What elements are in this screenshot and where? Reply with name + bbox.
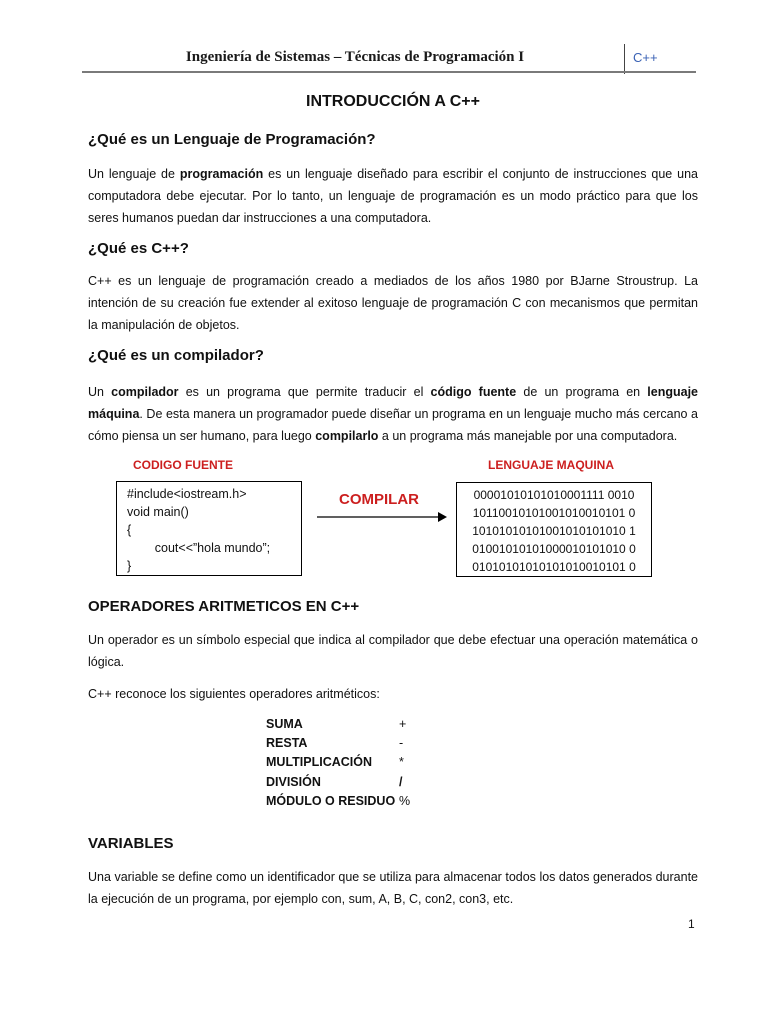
- compile-arrow-icon: [316, 510, 448, 524]
- operator-row: [266, 775, 426, 794]
- page-number: 1: [688, 917, 695, 931]
- page-title: INTRODUCCIÓN A C++: [306, 93, 480, 110]
- heading-compilador: ¿Qué es un compilador?: [88, 347, 264, 364]
- heading-cpp: ¿Qué es C++?: [88, 240, 189, 257]
- operator-symbol: *: [399, 755, 404, 769]
- binary-line: 10110010101001010010101 0: [472, 506, 636, 520]
- code-line: #include<iostream.h>: [127, 487, 247, 501]
- binary-line: 00001010101010001111 0010: [473, 488, 635, 502]
- operator-symbol: %: [399, 794, 411, 808]
- operator-name: DIVISIÓN: [266, 775, 321, 789]
- operator-row: [266, 717, 426, 736]
- operator-name: RESTA: [266, 736, 308, 750]
- code-line: void main(): [127, 505, 189, 519]
- operator-symbol: -: [399, 736, 404, 750]
- paragraph-operators: Un operador es un símbolo especial que indica al compilador que debe efectuar una operación matemática o lógica.: [88, 633, 698, 669]
- compile-label: COMPILAR: [339, 491, 419, 508]
- operator-name: MULTIPLICACIÓN: [266, 755, 373, 769]
- binary-line: 01001010101000010101010 0: [472, 542, 636, 556]
- paragraph-variables: Una variable se define como un identificador que se utiliza para almacenar todos los datos generados durante la ejecución de un programa, por ejemplo con, sum, A, B, C, con2, con3, etc.: [88, 870, 698, 906]
- paragraph-recognizes: C++ reconoce los siguientes operadores aritméticos:: [88, 687, 380, 701]
- machine-code-box: [456, 482, 652, 577]
- binary-line: 01010101010101010010101 0: [472, 560, 636, 574]
- header-title: Ingeniería de Sistemas – Técnicas de Programación I: [185, 49, 525, 65]
- paragraph-lenguaje: Un lenguaje de programación es un lenguaje diseñado para escribir el conjunto de instrucciones que una computadora debe ejecutar. Por lo tanto, un lenguaje de programación es un modo práctico para que los seres humanos puedan dar instrucciones a una computadora.: [88, 167, 698, 225]
- header-tag: C++: [633, 50, 658, 65]
- operator-row: [266, 755, 426, 774]
- code-line: }: [127, 559, 132, 573]
- machine-language-label: LENGUAJE MAQUINA: [488, 458, 615, 472]
- source-code-label: CODIGO FUENTE: [133, 458, 234, 472]
- heading-lenguaje: ¿Qué es un Lenguaje de Programación?: [88, 131, 376, 148]
- code-line: {: [127, 523, 132, 537]
- paragraph-cpp: C++ es un lenguaje de programación creado a mediados de los años 1980 por BJarne Stroustrup. La intención de su creación fue extender al exitoso lenguaje de programación C con mecanismos que permitan la manipulación de objetos.: [88, 274, 698, 332]
- code-line: cout<<”hola mundo”;: [127, 541, 271, 555]
- paragraph-compilador: Un compilador es un programa que permite traducir el código fuente de un programa en lenguaje máquina. De esta manera un programador puede diseñar un programa en un lenguaje mucho más cercano a cómo piensa un ser humano, para luego compilarlo a un programa más manejable por una computadora.: [88, 385, 699, 443]
- heading-operators: OPERADORES ARITMETICOS EN C++: [88, 598, 360, 615]
- heading-variables: VARIABLES: [88, 835, 174, 852]
- operator-symbol: /: [399, 775, 403, 789]
- operator-symbol: +: [399, 717, 407, 731]
- operator-row: [266, 736, 426, 755]
- header-divider: [624, 44, 625, 74]
- header-rule: [82, 71, 696, 73]
- binary-line: 10101010101001010101010 1: [472, 524, 636, 538]
- source-code-box: [116, 481, 302, 576]
- operator-name: SUMA: [266, 717, 303, 731]
- operator-name: MÓDULO O RESIDUO: [266, 794, 396, 808]
- operator-row: [266, 794, 426, 813]
